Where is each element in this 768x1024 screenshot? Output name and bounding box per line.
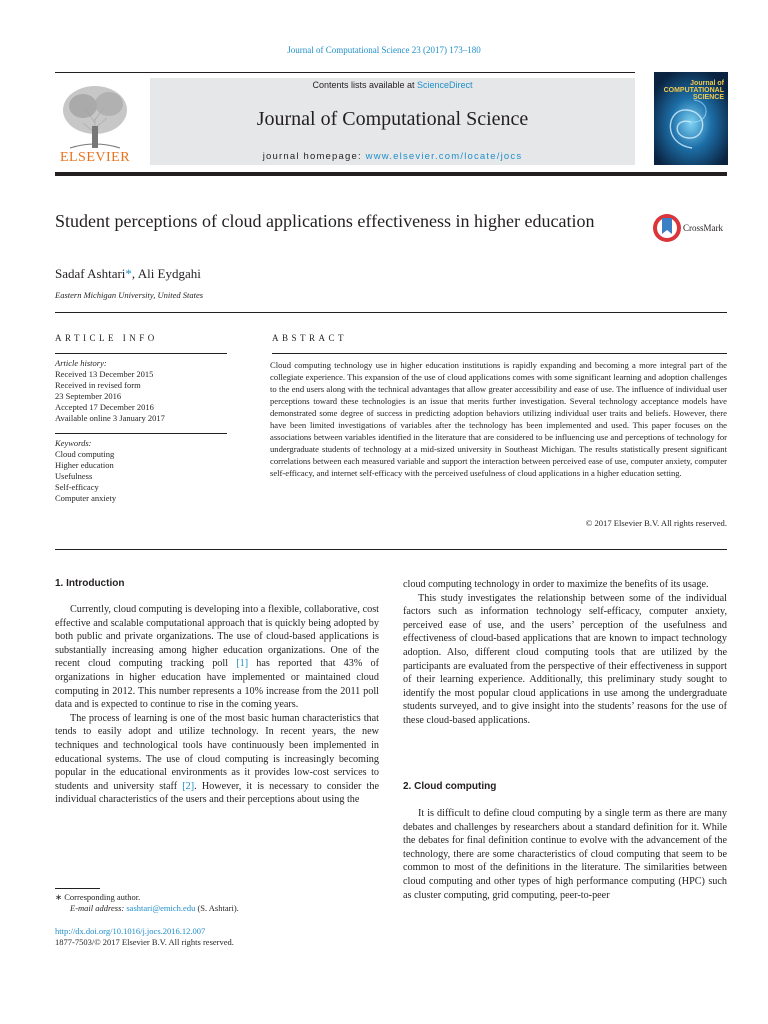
article-info-heading: ARTICLE INFO [55, 333, 158, 343]
homepage-prefix: journal homepage: [262, 151, 366, 162]
text-run: The process of learning is one of the most basic human characteristics that tends to easily adopt and utilize technology. In recent years, the new techniques and technological tools have continuously been implemented in educational systems. The use of cloud computing is increasingly becoming popular in the educational environments as it provides low-cost services to students and university staff [55, 712, 379, 792]
contents-prefix: Contents lists available at [312, 80, 418, 90]
abstract-separator [55, 549, 727, 550]
contents-line [150, 80, 635, 90]
title-separator [55, 312, 727, 313]
keyword: Cloud computing [55, 449, 115, 459]
journal-citation[interactable]: Journal of Computational Science 23 (2017) 173–180 [287, 45, 481, 55]
article-title: Student perceptions of cloud applications effectiveness in higher education [55, 211, 595, 231]
issn-line: 1877-7503/© 2017 Elsevier B.V. All rights reserved. [55, 937, 234, 947]
elsevier-wordmark: ELSEVIER [59, 150, 131, 165]
journal-cover[interactable] [654, 72, 728, 165]
keyword: Computer anxiety [55, 493, 117, 503]
article-history [55, 358, 227, 424]
email-label: E-mail address: [70, 903, 127, 913]
doi-link[interactable]: http://dx.doi.org/10.1016/j.jocs.2016.12.007 [55, 926, 206, 936]
keyword: Self-efficacy [55, 482, 99, 492]
history-item: Received 13 December 2015 [55, 369, 154, 379]
crossmark-label: CrossMark [683, 223, 723, 233]
crossmark-badge[interactable] [652, 212, 732, 244]
history-item: 23 September 2016 [55, 391, 122, 401]
journal-title: Journal of Computational Science [256, 108, 529, 130]
paragraph [55, 603, 379, 712]
email-link[interactable]: sashtari@emich.edu [126, 903, 196, 913]
journal-homepage [150, 151, 635, 162]
keywords-rule [55, 433, 227, 434]
text-run: has reported that 43% of organizations in higher education have implemented or maintained cloud computing in 2012. This number represents a 10% increase from the 2011 poll data and is expected to continue to rise in the coming years. [55, 658, 379, 711]
text-run: . However, it is necessary to consider the individual characteristics of the users and their perceptions about using the [55, 780, 379, 806]
paragraph [55, 712, 379, 807]
header-thick-rule [55, 172, 727, 176]
abstract-copyright: © 2017 Elsevier B.V. All rights reserved. [585, 518, 727, 528]
corresponding-author-note: ∗ Corresponding author. [55, 892, 141, 902]
footnotes [55, 892, 355, 914]
left-column [55, 603, 379, 807]
sciencedirect-link[interactable]: ScienceDirect [417, 80, 473, 90]
footnote-rule [55, 888, 100, 889]
crossmark-icon [652, 212, 682, 244]
author-name: , Ali Eydgahi [131, 266, 201, 281]
paragraph: This study investigates the relationship between some of the individual factors such as information technology self-efficacy, computer anxiety, perceived ease of use, and the users’ perception of the usefulness and effectiveness of cloud-based applications that are known to impact technology adoption. Also, different cloud computing tools that are utilized by the participants are evaluated from the perspective of their effectiveness in support of their learning experience. Additionally, this preliminary study sought to identify the most popular cloud applications in use among the undergraduate students surveyed, and to give insight into the students’ reasons for the use of these cloud-based applications. [403, 592, 727, 726]
text-run: Currently, cloud computing is developing into a flexible, collaborative, cost effective and scalable computational approach that is quickly being adopted by both public and private organizations. The use of cloud-based applications is substantially increasing among higher education organizations. One of the recent cloud computing tracking poll [55, 604, 379, 670]
author-name: Sadaf Ashtari [55, 266, 126, 281]
history-item: Available online 3 January 2017 [55, 413, 165, 423]
homepage-link[interactable]: www.elsevier.com/locate/jocs [365, 151, 523, 162]
history-label: Article history: [55, 358, 107, 368]
keyword: Higher education [55, 460, 114, 470]
email-line [55, 903, 355, 914]
header-top-rule [55, 72, 635, 73]
section-heading-cloud-computing: 2. Cloud computing [403, 781, 497, 792]
abstract-rule [272, 353, 727, 354]
citation-link[interactable]: [1] [236, 658, 249, 670]
citation-link[interactable]: [2] [182, 780, 195, 792]
keyword: Usefulness [55, 471, 93, 481]
affiliation: Eastern Michigan University, United States [55, 290, 204, 300]
email-suffix: (S. Ashtari). [195, 903, 239, 913]
history-item: Received in revised form [55, 380, 141, 390]
keywords-label: Keywords: [55, 438, 92, 448]
right-column-section2 [403, 807, 727, 902]
corresponding-author-mark[interactable]: * [125, 266, 132, 281]
paragraph: cloud computing technology in order to maximize the benefits of its usage. [403, 579, 709, 590]
article-info-rule [55, 353, 227, 354]
paragraph: It is difficult to define cloud computing by a single term as there are many debates and challenges by researchers about a standard definition for it. While the debates for final definition continue to evolve with the advancement of the technology, there are some characteristics of cloud computing that seem to be common to most of the definitions in the literature. The similarities between cloud computing and other types of high performance computing (HPC) such as cluster computing, grid computing, peer-to-peer [403, 808, 727, 901]
abstract-heading: ABSTRACT [272, 333, 348, 343]
doi-block [55, 926, 355, 948]
keywords [55, 438, 227, 504]
authors [55, 266, 201, 282]
right-column [403, 578, 727, 728]
cover-title: Journal of COMPUTATIONAL SCIENCE [663, 80, 724, 101]
section-heading-introduction: 1. Introduction [55, 578, 125, 589]
history-item: Accepted 17 December 2016 [55, 402, 154, 412]
abstract-text: Cloud computing technology use in higher education institutions is rapidly expanding and becoming a more integral part of the collegiate experience. This expansion of the use of cloud applications comes with some significant learning and adoption challenges to the end users along with the technical advantages that allow greater accessibility and ease of use. The influence of individual user perceptions toward these technologies is an issue that merits further investigation. Several technology acceptance models have demonstrated some degree of success in predicting adoption behaviors utilizing individual user traits and beliefs. However, there have been limited investigations of variables after the technology has been implemented and used. This paper focuses on the associations between variables identified in the literature that are considered to be influencing use and perceptions of technology for undergraduate students of technology at a mid-sized university in Southeast Michigan. The results statistically present significant correlations between each measured variable and support the interaction between perceived ease of use, computer anxiety, computer self-efficacy, and internet self-efficacy with the perceived usefulness of cloud applications in a higher education setting. [270, 360, 727, 478]
